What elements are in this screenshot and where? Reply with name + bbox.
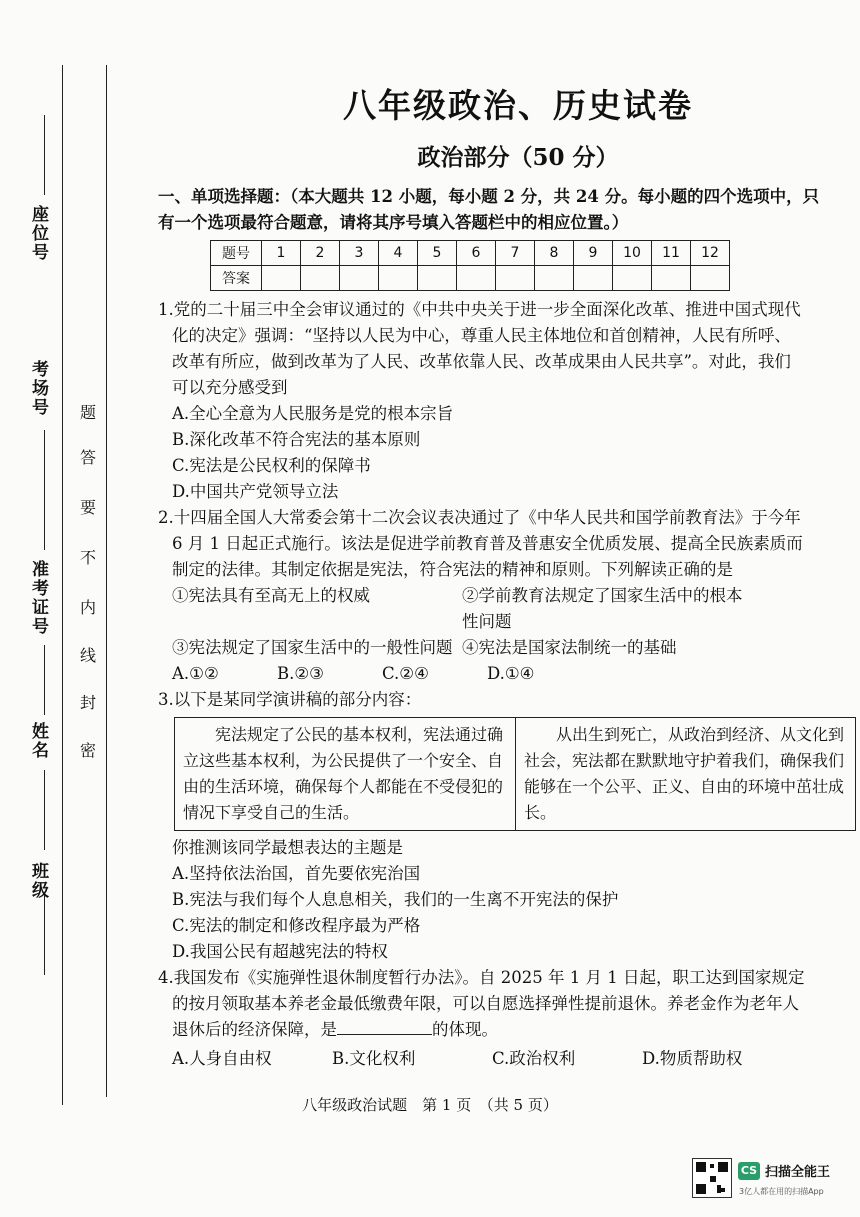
admission-number-label: 准考证号 <box>28 560 48 636</box>
seal-char: 线 <box>80 646 97 665</box>
binding-line-outer <box>62 65 63 1105</box>
answer-cell[interactable] <box>535 266 574 291</box>
section-heading-line: 一、单项选择题：（本大题共 12 小题，每小题 2 分，共 24 分。每小题的四个选项中，只 <box>158 187 820 206</box>
option-b: B.②③ <box>277 664 324 683</box>
statement-1: ①宪法具有至高无上的权威 <box>172 586 370 605</box>
option-b: B.文化权利 <box>332 1049 416 1068</box>
answer-cell[interactable] <box>457 266 496 291</box>
question-stem-line: 3.以下是某同学演讲稿的部分内容： <box>158 690 422 709</box>
answer-cell[interactable] <box>574 266 613 291</box>
question-stem-line: 化的决定》强调：“坚持以人民为中心，尊重人民主体地位和首创精神，人民有所呼、 <box>172 326 791 345</box>
statement-row <box>158 583 848 635</box>
options-row <box>158 661 848 687</box>
answer-cell[interactable] <box>262 266 301 291</box>
question-stem-line: 6 月 1 日起正式施行。该法是促进学前教育普及普惠安全优质发展、提高全民族素质而 <box>172 534 803 553</box>
answer-cell[interactable] <box>613 266 652 291</box>
question-number-cell: 10 <box>613 241 652 266</box>
question-1 <box>158 297 848 505</box>
question-number-cell: 3 <box>340 241 379 266</box>
answer-cell[interactable] <box>652 266 691 291</box>
statement-3: ③宪法规定了国家生活中的一般性问题 <box>172 638 453 657</box>
seal-char: 题 <box>80 403 97 422</box>
answer-table-number-row <box>211 241 730 266</box>
question-stem-line-with-blank <box>158 1017 848 1043</box>
seal-char: 答 <box>80 448 97 467</box>
option-a: A.坚持依法治国，首先要依宪治国 <box>172 864 421 883</box>
speech-excerpt-right: 从出生到死亡，从政治到经济、从文化到社会，宪法都在默默地守护着我们，确保我们能够在一个公平、正义、自由的环境中茁壮成长。 <box>515 718 855 830</box>
number-row-label: 题号 <box>211 241 262 266</box>
answer-cell[interactable] <box>691 266 730 291</box>
question-stem-line: 可以充分感受到 <box>172 378 288 397</box>
answer-cell[interactable] <box>301 266 340 291</box>
section-heading <box>158 184 848 236</box>
question-prompt: 你推测该同学最想表达的主题是 <box>172 838 403 857</box>
seal-char: 密 <box>80 741 97 760</box>
qr-code-icon <box>692 1158 732 1198</box>
question-number-cell: 6 <box>457 241 496 266</box>
cs-logo-icon: CS <box>738 1162 760 1180</box>
statement-row <box>158 635 848 661</box>
section-heading-line: 有一个选项最符合题意，请将其序号填入答题栏中的相应位置。） <box>158 213 629 232</box>
question-number-cell: 12 <box>691 241 730 266</box>
scanner-brand: 扫描全能王 <box>765 1165 831 1180</box>
answer-table <box>210 240 730 291</box>
page-footer: 八年级政治试题 第 1 页 （共 5 页） <box>302 1096 558 1114</box>
question-stem-line: 2.十四届全国人大常委会第十二次会议表决通过了《中华人民共和国学前教育法》于今年 <box>158 508 801 527</box>
seal-char: 封 <box>80 693 97 712</box>
options-row <box>158 1046 848 1072</box>
answer-cell[interactable] <box>418 266 457 291</box>
option-d: D.①④ <box>487 664 535 683</box>
question-number-cell: 11 <box>652 241 691 266</box>
option-c: C.政治权利 <box>492 1049 576 1068</box>
name-label: 姓名 <box>28 722 48 760</box>
speech-excerpt-boxes <box>174 717 856 831</box>
question-number-cell: 9 <box>574 241 613 266</box>
question-stem-line: 1.党的二十届三中全会审议通过的《中共中央关于进一步全面深化改革、推进中国式现代 <box>158 300 801 319</box>
question-stem-line: 的按月领取基本养老金最低缴费年限，可以自愿选择弹性提前退休。养老金作为老年人 <box>172 994 799 1013</box>
name-blank <box>44 770 45 850</box>
option-c: C.②④ <box>382 664 429 683</box>
option-d: D.物质帮助权 <box>642 1049 743 1068</box>
exam-page <box>158 80 848 1072</box>
question-2 <box>158 505 848 687</box>
answer-cell[interactable] <box>496 266 535 291</box>
answer-cell[interactable] <box>379 266 418 291</box>
exam-room-label: 考场号 <box>28 360 48 417</box>
answer-cell[interactable] <box>340 266 379 291</box>
scanner-slogan: 3亿人都在用的扫描App <box>739 1187 824 1196</box>
question-stem-line: 4.我国发布《实施弹性退休制度暂行办法》。自 2025 年 1 月 1 日起，职工达到国家规定 <box>158 968 805 987</box>
question-number-cell: 2 <box>301 241 340 266</box>
option-b: B.深化改革不符合宪法的基本原则 <box>172 430 421 449</box>
option-c: C.宪法是公民权利的保障书 <box>172 456 371 475</box>
question-stem-line: 制定的法律。其制定依据是宪法，符合宪法的精神和原则。下列解读正确的是 <box>172 560 733 579</box>
question-number-cell: 8 <box>535 241 574 266</box>
option-a: A.全心全意为人民服务是党的根本宗旨 <box>172 404 454 423</box>
question-number-cell: 4 <box>379 241 418 266</box>
question-number-cell: 5 <box>418 241 457 266</box>
question-number-cell: 1 <box>262 241 301 266</box>
seal-char: 不 <box>80 548 97 567</box>
seat-number-label: 座位号 <box>28 205 48 262</box>
seal-char: 内 <box>80 598 97 617</box>
class-label: 班级 <box>28 862 48 900</box>
admission-number-blank <box>44 645 45 715</box>
option-a: A.人身自由权 <box>172 1049 272 1068</box>
option-a: A.①② <box>172 664 219 683</box>
question-3 <box>158 687 848 965</box>
question-stem-text: 退休后的经济保障，是 <box>172 1020 337 1039</box>
option-c: C.宪法的制定和修改程序最为严格 <box>172 916 421 935</box>
question-4 <box>158 965 848 1072</box>
question-stem-tail: 的体现。 <box>432 1020 498 1039</box>
binding-margin <box>0 0 130 1217</box>
statement-4: ④宪法是国家法制统一的基础 <box>462 638 677 657</box>
question-stem-line: 改革有所应，做到改革为了人民、改革依靠人民、改革成果由人民共享”。对此，我们 <box>172 352 791 371</box>
section-subtitle: 政治部分（50 分） <box>417 144 619 171</box>
fill-in-blank[interactable] <box>337 1018 432 1035</box>
option-d: D.中国共产党领导立法 <box>172 482 339 501</box>
option-b: B.宪法与我们每个人息息相关，我们的一生离不开宪法的保护 <box>172 890 619 909</box>
binding-line-inner <box>106 65 107 1097</box>
statement-2: ②学前教育法规定了国家生活中的根本性问题 <box>462 586 743 631</box>
answer-row-label: 答案 <box>211 266 262 291</box>
seat-number-blank <box>44 115 45 195</box>
exam-title: 八年级政治、历史试卷 <box>343 86 693 125</box>
question-number-cell: 7 <box>496 241 535 266</box>
speech-excerpt-left: 宪法规定了公民的基本权利，宪法通过确立这些基本权利，为公民提供了一个安全、自由的生活环境，确保每个人都能在不受侵犯的情况下享受自己的生活。 <box>183 725 504 822</box>
exam-room-blank <box>44 430 45 550</box>
answer-table-answer-row <box>211 266 730 291</box>
seal-char: 要 <box>80 498 97 517</box>
class-blank <box>44 895 45 975</box>
option-d: D.我国公民有超越宪法的特权 <box>172 942 388 961</box>
